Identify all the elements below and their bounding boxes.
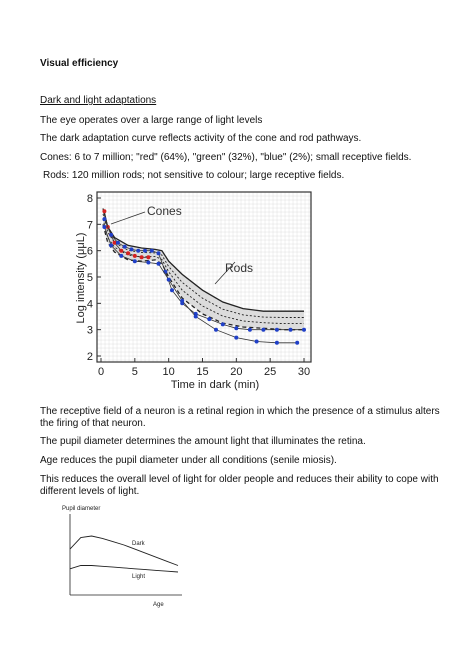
data-point [109,233,113,237]
x-tick-label: 15 [196,366,209,378]
pupil-age-chart [60,502,190,610]
x-tick-label: 10 [162,366,175,378]
data-point [180,299,184,303]
y-tick-label: 8 [86,193,93,205]
data-point [207,317,211,321]
body-line: The dark adaptation curve reflects activity of the cone and rod pathways. [40,133,362,144]
data-point [167,278,171,282]
data-point [234,326,238,330]
body-line: The eye operates over a large range of light levels [40,115,263,126]
y-tick-label: 4 [86,298,93,311]
section-heading: Dark and light adaptations [40,95,157,106]
data-point [157,251,161,255]
x-tick-label: 30 [297,366,311,378]
body-line: Cones: 6 to 7 million; "red" (64%), "green" (32%), "blue" (2%); small receptive fields. [40,152,412,163]
data-point [119,249,123,253]
x-tick-label: 0 [97,366,105,378]
y-tick-label: 7 [86,219,93,232]
data-point [140,255,144,259]
data-point [102,209,106,213]
body-paragraph: This reduces the overall level of light for older people and reduces their ability to cope with different levels of light. [40,474,439,497]
rods-label: Rods [225,261,254,275]
data-point [133,259,137,263]
data-point [143,249,147,253]
pupil-curves [70,536,178,572]
y-tick-label: 5 [86,272,93,284]
data-point [295,341,299,345]
body-paragraph: The receptive field of a neuron is a retinal region in which the presence of a stimulus alters the firing of that neuron. [40,406,440,429]
body-paragraph: Age reduces the pupil diameter under all conditions (senile miosis). [40,455,337,466]
y-tick-label: 6 [86,245,93,258]
data-point [234,336,238,340]
data-point [221,322,225,326]
data-point [102,217,106,221]
pupil-curve [70,566,178,573]
dark-adaptation-chart [75,186,320,394]
data-point [289,328,293,332]
light-label: Light [132,574,146,580]
data-point [261,328,265,332]
data-point [146,255,150,259]
cones-label: Cones [147,204,182,218]
body-paragraph: The pupil diameter determines the amount light that illuminates the retina. [40,436,366,447]
data-point [136,249,140,253]
data-point [150,249,154,253]
y-axis-label: Pupil diameter [62,506,101,512]
data-point [126,251,130,255]
data-point [109,243,113,247]
pupil-curve [70,536,178,566]
data-point [214,328,218,332]
data-point [116,241,120,245]
data-point [146,261,150,265]
x-axis-label: Time in dark (min) [170,379,260,391]
x-tick-label: 5 [131,366,138,378]
body-line: Rods: 120 million rods; not sensitive to colour; large receptive fields. [43,170,345,181]
data-point [170,288,174,292]
data-point [275,328,279,332]
data-point [123,245,127,249]
y-axis-label: Log intensity (μμL) [75,232,87,324]
data-point [102,225,106,229]
data-point [302,328,306,332]
page-title: Visual efficiency [40,58,119,69]
data-point [248,328,252,332]
data-point [119,254,123,258]
data-point [133,254,137,258]
x-tick-label: 20 [230,366,243,378]
dark-label: Dark [132,541,145,547]
x-tick-label: 25 [264,366,277,378]
data-point [255,340,259,344]
y-tick-label: 3 [86,324,93,337]
data-point [194,315,198,319]
y-tick-label: 2 [86,351,93,363]
data-point [275,341,279,345]
x-axis-label: Age [153,602,164,608]
data-point [157,262,161,266]
data-point [130,247,134,251]
